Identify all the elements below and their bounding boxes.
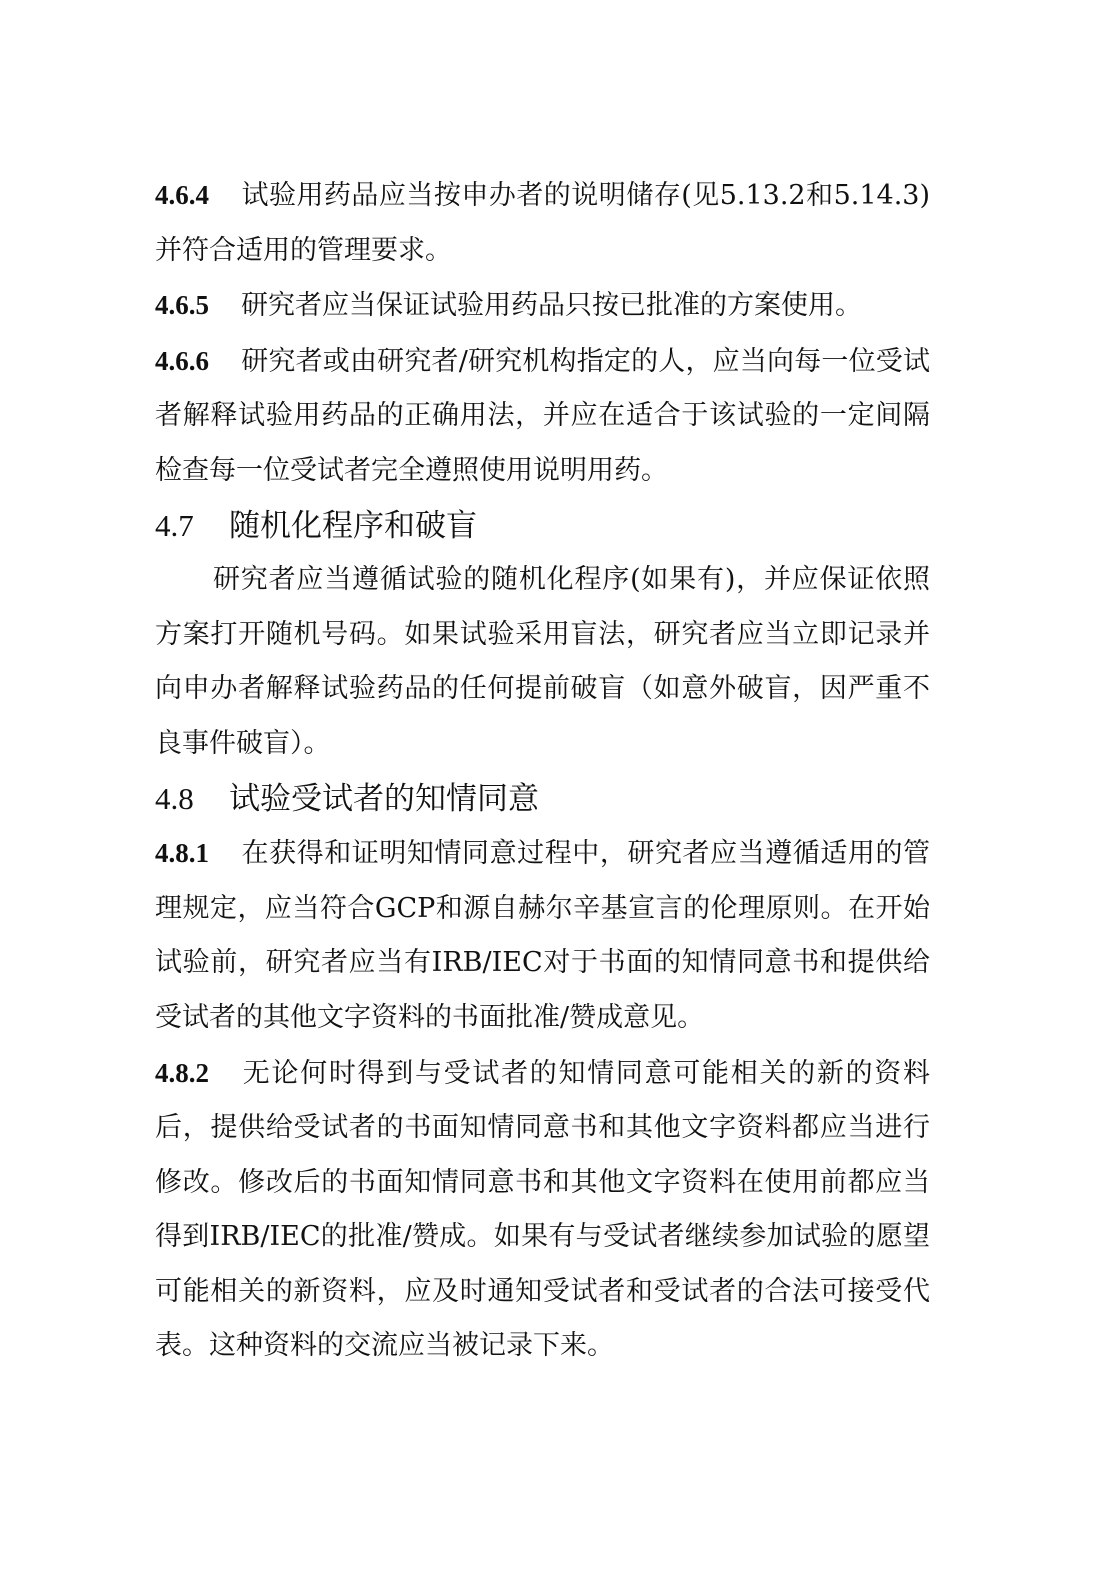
clause-4-6-6 (155, 334, 930, 499)
clause-text: 研究者或由研究者/研究机构指定的人，应当向每一位受试者解释试验用药品的正确用法，并应在适合于该试验的一定间隔检查每一位受试者完全遵照使用说明用药。 (155, 345, 930, 486)
clause-number: 4.6.4 (155, 180, 209, 210)
clause-4-6-5 (155, 278, 930, 334)
clause-number: 4.8.1 (155, 838, 209, 869)
paragraph-4-7: 研究者应当遵循试验的随机化程序(如果有)，并应保证依照方案打开随机号码。如果试验采用盲法，研究者应当立即记录并向申办者解释试验药品的任何提前破盲（如意外破盲，因严重不良事件破盲）。 (155, 564, 930, 759)
section-title: 随机化程序和破盲 (229, 507, 477, 544)
clause-number: 4.8.2 (155, 1057, 209, 1088)
document-page (155, 168, 930, 1374)
section-heading-4-8 (155, 772, 930, 827)
section-title: 试验受试者的知情同意 (229, 780, 539, 817)
section-heading-4-7 (155, 499, 930, 554)
clause-number: 4.6.6 (155, 345, 209, 376)
clause-text: 试验用药品应当按申办者的说明储存(见5.13.2和5.14.3)并符合适用的管理要求。 (155, 180, 930, 266)
clause-number: 4.6.5 (155, 290, 209, 321)
clause-4-8-1 (155, 826, 930, 1045)
section-number: 4.8 (155, 780, 194, 816)
clause-text: 在获得和证明知情同意过程中，研究者应当遵循适用的管理规定，应当符合GCP和源自赫尔辛基宣言的伦理原则。在开始试验前，研究者应当有IRB/IEC对于书面的知情同意书和提供给受试者的其他文字资料的书面批准/赞成意见。 (155, 838, 930, 1033)
section-number: 4.7 (155, 507, 194, 543)
clause-4-6-4 (155, 168, 930, 278)
clause-text: 研究者应当保证试验用药品只按已批准的方案使用。 (241, 290, 862, 322)
clause-text: 无论何时得到与受试者的知情同意可能相关的新的资料后，提供给受试者的书面知情同意书和其他文字资料都应当进行修改。修改后的书面知情同意书和其他文字资料在使用前都应当得到IRB/IEC的批准/赞成。如果有与受试者继续参加试验的愿望可能相关的新资料，应及时通知受试者和受试者的合法可接受代表。这种资料的交流应当被记录下来。 (155, 1057, 930, 1362)
clause-4-8-2 (155, 1046, 930, 1375)
